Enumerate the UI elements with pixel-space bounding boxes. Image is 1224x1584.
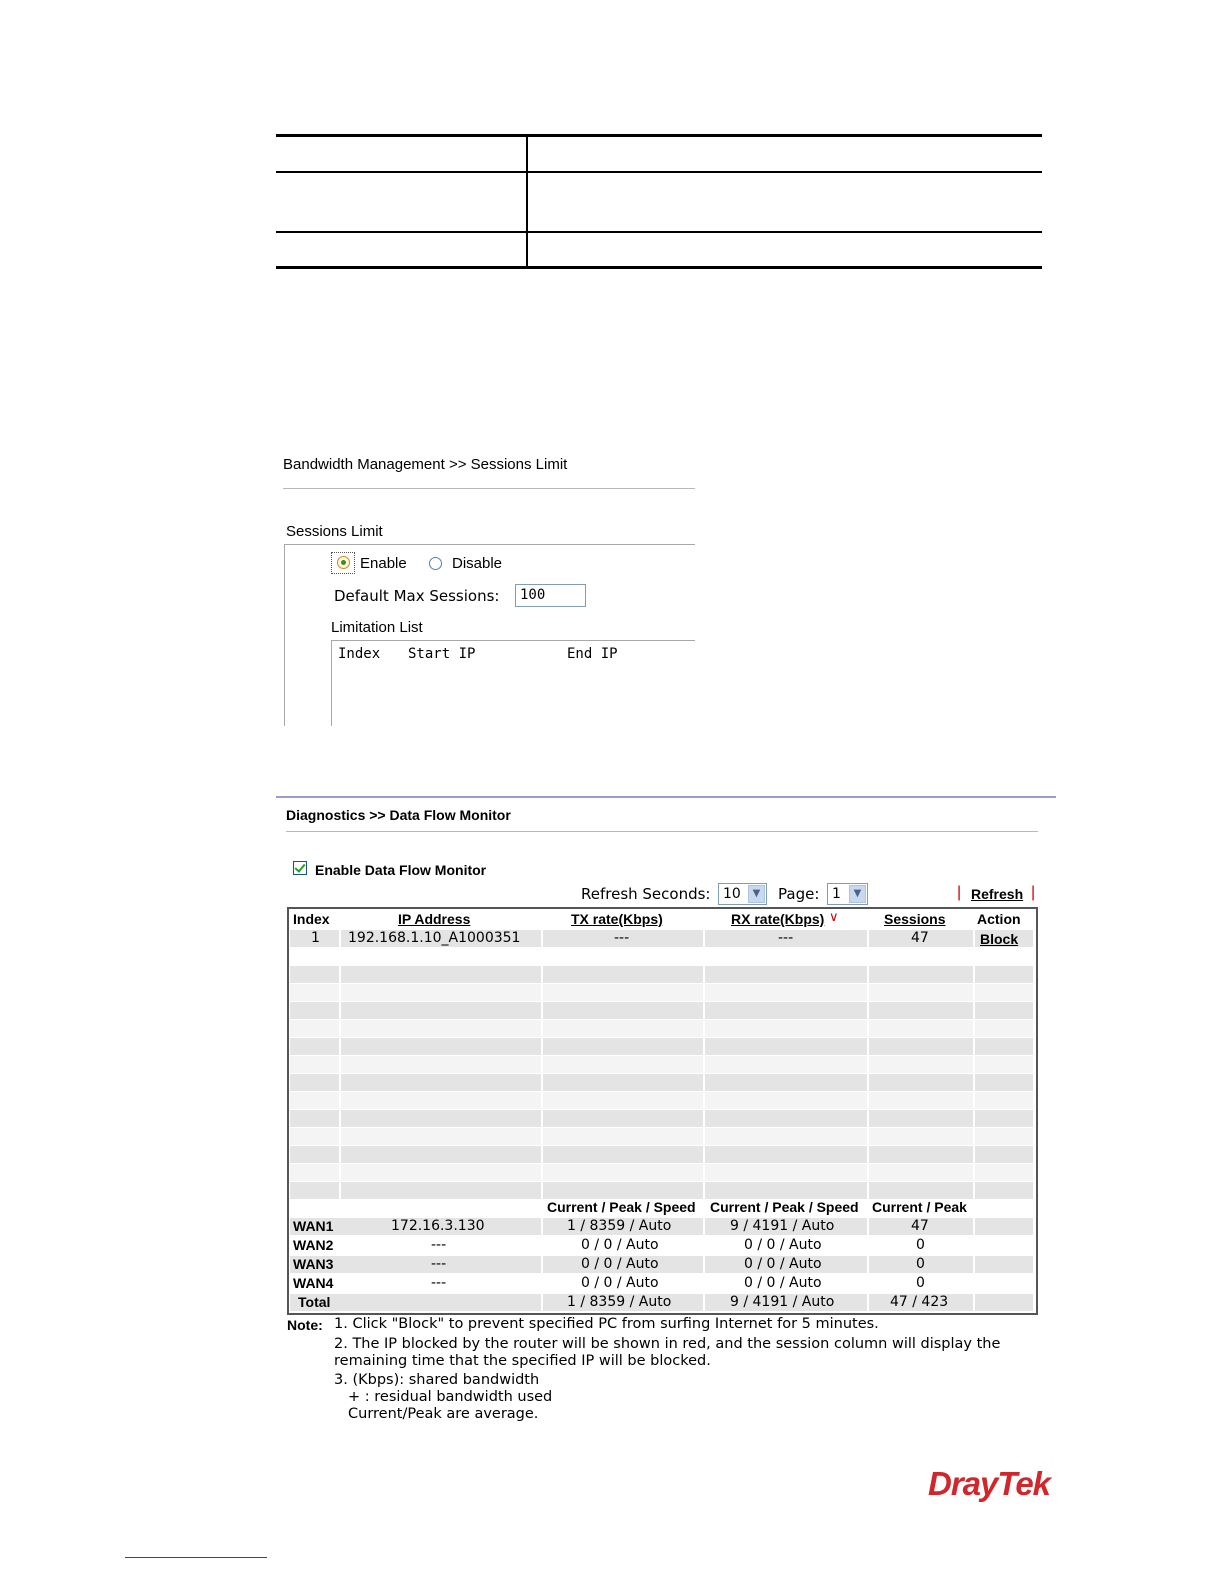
note-3: 3. (Kbps): shared bandwidth: [334, 1372, 540, 1388]
refresh-seconds-label: Refresh Seconds:: [581, 885, 711, 903]
refresh-seconds-value: 10: [723, 886, 741, 902]
table-rule-top: [276, 134, 1042, 137]
wan2-rx: 0 / 0 / Auto: [744, 1237, 822, 1253]
wan4-label: WAN4: [293, 1275, 334, 1291]
enable-radio-focus: [331, 552, 355, 574]
summary-rx-header: Current / Peak / Speed: [710, 1199, 859, 1215]
block-link[interactable]: Block: [980, 931, 1019, 947]
column-separator: [703, 930, 705, 1311]
sort-desc-icon: ∨: [829, 909, 839, 924]
col-tx-header[interactable]: TX rate(Kbps): [571, 911, 663, 927]
row-tx: ---: [614, 930, 630, 946]
chevron-down-icon: ▼: [748, 885, 765, 903]
table-row: [290, 1128, 1033, 1145]
col-ip-header[interactable]: IP Address: [398, 911, 471, 927]
note-2-cont: remaining time that the specified IP will be blocked.: [334, 1353, 711, 1369]
default-max-sessions-input[interactable]: 100: [515, 584, 586, 607]
chevron-down-icon: ▼: [849, 885, 866, 903]
total-sessions: 47 / 423: [890, 1294, 949, 1310]
list-border: [331, 640, 332, 726]
page-value: 1: [832, 886, 841, 902]
page-label: Page:: [778, 885, 820, 903]
wan2-ip: ---: [431, 1237, 447, 1253]
refresh-seconds-select[interactable]: [718, 883, 767, 905]
column-separator: [867, 930, 869, 1311]
note-2: 2. The IP blocked by the router will be shown in red, and the session column will display the: [334, 1336, 1001, 1352]
table-row: [290, 1056, 1033, 1073]
disable-label: Disable: [452, 555, 503, 572]
reference-table: [276, 134, 1042, 268]
draytek-logo: DrayTek: [928, 1465, 1051, 1502]
summary-tx-header: Current / Peak / Speed: [547, 1199, 696, 1215]
row-index: 1: [311, 930, 320, 946]
wan4-ip: ---: [431, 1275, 447, 1291]
col-rx-header[interactable]: RX rate(Kbps): [731, 911, 825, 927]
col-action-header: Action: [977, 911, 1021, 927]
table-row: [290, 1038, 1033, 1055]
refresh-link[interactable]: Refresh: [971, 886, 1024, 902]
note-1: 1. Click "Block" to prevent specified PC from surfing Internet for 5 minutes.: [334, 1316, 879, 1332]
total-rx: 9 / 4191 / Auto: [730, 1294, 835, 1310]
table-row: [290, 1020, 1033, 1037]
enable-data-flow-label: Enable Data Flow Monitor: [315, 862, 487, 878]
wan2-sessions: 0: [916, 1237, 925, 1253]
fieldset-border: [284, 544, 285, 726]
wan4-sessions: 0: [916, 1275, 925, 1291]
wan4-rx: 0 / 0 / Auto: [744, 1275, 822, 1291]
total-tx: 1 / 8359 / Auto: [567, 1294, 672, 1310]
data-flow-breadcrumb: Diagnostics >> Data Flow Monitor: [286, 807, 511, 823]
sessions-limit-breadcrumb: Bandwidth Management >> Sessions Limit: [283, 456, 568, 473]
separator: |: [957, 884, 962, 901]
wan3-label: WAN3: [293, 1256, 334, 1272]
note-3-b: Current/Peak are average.: [348, 1406, 539, 1422]
table-row: [290, 1164, 1033, 1181]
table-row: [290, 1110, 1033, 1127]
divider: [283, 488, 695, 489]
wan3-rx: 0 / 0 / Auto: [744, 1256, 822, 1272]
wan4-tx: 0 / 0 / Auto: [581, 1275, 659, 1291]
wan1-sessions: 47: [911, 1218, 929, 1234]
wan1-tx: 1 / 8359 / Auto: [567, 1218, 672, 1234]
limitation-list-title: Limitation List: [331, 619, 423, 636]
wan1-rx: 9 / 4191 / Auto: [730, 1218, 835, 1234]
enable-label: Enable: [360, 555, 407, 572]
table-row: [290, 1074, 1033, 1091]
sessions-limit-section-title: Sessions Limit: [286, 523, 383, 540]
page-select[interactable]: [827, 883, 868, 905]
column-separator: [339, 930, 341, 1200]
note-label: Note:: [287, 1317, 323, 1333]
default-max-sessions-label: Default Max Sessions:: [334, 587, 500, 605]
table-row: [290, 1182, 1033, 1199]
table-row: [290, 984, 1033, 1001]
col-index-header: Index: [293, 911, 330, 927]
wan2-label: WAN2: [293, 1237, 334, 1253]
table-rule-bottom: [276, 266, 1042, 269]
table-rule: [276, 171, 1042, 173]
note-3-a: + : residual bandwidth used: [348, 1389, 553, 1405]
total-label: Total: [298, 1294, 331, 1310]
list-border: [331, 640, 695, 641]
column-separator: [973, 930, 975, 1311]
list-column-index: Index: [338, 646, 381, 662]
table-row: [290, 966, 1033, 983]
disable-radio[interactable]: [429, 557, 442, 570]
summary-sessions-header: Current / Peak: [872, 1199, 967, 1215]
column-separator: [541, 930, 543, 1311]
wan3-sessions: 0: [916, 1256, 925, 1272]
wan3-tx: 0 / 0 / Auto: [581, 1256, 659, 1272]
table-row: [290, 1002, 1033, 1019]
divider: [286, 831, 1038, 832]
row-ip: 192.168.1.10_A1000351: [348, 930, 521, 946]
enable-data-flow-checkbox[interactable]: [293, 861, 307, 875]
row-sessions: 47: [911, 930, 929, 946]
row-rx: ---: [778, 930, 794, 946]
col-sessions-header[interactable]: Sessions: [884, 911, 946, 927]
table-row: [290, 1146, 1033, 1163]
checkmark-icon: [294, 861, 305, 873]
list-column-start-ip: Start IP: [408, 646, 476, 662]
wan2-tx: 0 / 0 / Auto: [581, 1237, 659, 1253]
list-column-end-ip: End IP: [567, 646, 618, 662]
table-row: [290, 1092, 1033, 1109]
separator: |: [1031, 884, 1036, 901]
table-column-divider: [526, 134, 528, 268]
fieldset-border: [284, 544, 695, 545]
footer-link-line: [125, 1557, 267, 1558]
table-rule: [276, 231, 1042, 233]
wan1-ip: 172.16.3.130: [391, 1218, 485, 1234]
wan1-label: WAN1: [293, 1218, 334, 1234]
wan3-ip: ---: [431, 1256, 447, 1272]
enable-radio[interactable]: [337, 556, 350, 569]
window-top-border: [276, 796, 1056, 798]
